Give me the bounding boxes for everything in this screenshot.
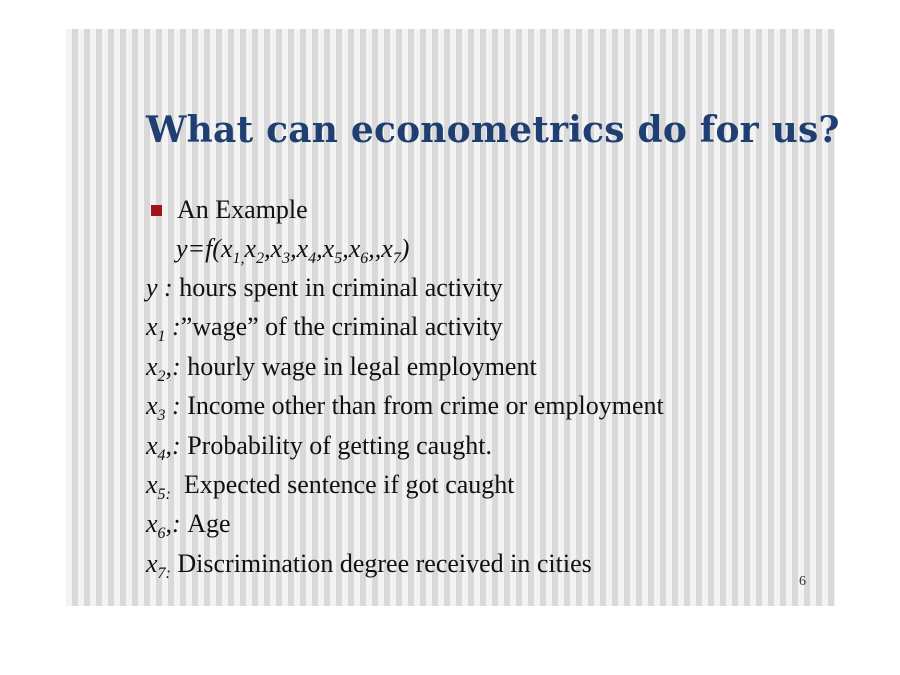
variable-description: Income other than from crime or employment [187, 391, 664, 420]
variable-description: Expected sentence if got caught [183, 470, 515, 499]
variable-symbol: $x_4$ [146, 431, 166, 464]
square-bullet-icon [151, 205, 162, 216]
variable-subscript: 7: [157, 565, 171, 582]
variable-description: Discrimination degree received in cities [177, 549, 592, 578]
variable-subscript: 5: [157, 486, 171, 503]
variable-separator: ,: [165, 431, 188, 460]
variable-subscript: 6 [157, 525, 166, 542]
variable-description: Age [187, 509, 231, 538]
function-arg-1: $x_{1,}$ [220, 234, 245, 267]
variable-description: hourly wage in legal employment [187, 352, 537, 381]
variable-symbol: $x_6$ [146, 509, 166, 542]
slide-body [66, 29, 835, 606]
slide-title: What can econometrics do for us? [146, 109, 840, 151]
variable-symbol: $x_{5:}$ [146, 470, 171, 503]
variable-separator [171, 470, 184, 499]
function-arg-2: $x_2$, [244, 234, 271, 267]
page-number: 6 [799, 574, 806, 589]
variable-separator: : [165, 391, 188, 420]
variable-description: ”wage” of the criminal activity [180, 312, 503, 341]
variable-separator: ,: [165, 352, 188, 381]
function-arg-3: $x_3$, [270, 234, 297, 267]
variable-subscript: 2 [157, 368, 166, 385]
function-arg-5: $x_5$, [322, 234, 349, 267]
variable-description: hours spent in criminal activity [179, 273, 503, 302]
function-line [176, 234, 410, 267]
variable-row [146, 470, 515, 503]
function-arg-7: $x_7$) [381, 234, 410, 267]
variable-row [146, 312, 503, 345]
bullet-text: An Example [177, 195, 308, 224]
variable-row [146, 352, 537, 385]
variable-symbol: y [146, 273, 158, 302]
variable-row [146, 391, 664, 424]
variable-row [146, 431, 492, 464]
variable-subscript: 3 [157, 407, 166, 424]
variable-row [146, 509, 231, 542]
function-arg-6: $x_6$,, [348, 234, 382, 267]
variable-symbol: $x_{7:}$ [146, 549, 171, 582]
variable-subscript: 1 [157, 328, 166, 345]
variable-separator: : [165, 312, 181, 341]
function-arg-4: $x_4$, [296, 234, 323, 267]
function-prefix: y=f( [176, 234, 221, 263]
variable-description: Probability of getting caught. [187, 431, 492, 460]
variable-symbol: $x_2$ [146, 352, 166, 385]
variable-separator: ,: [165, 509, 188, 538]
variable-subscript: 4 [157, 447, 166, 464]
slide [66, 29, 840, 606]
variable-symbol: $x_1$ [146, 312, 166, 345]
variable-symbol: $x_3$ [146, 391, 166, 424]
variable-row [146, 275, 503, 301]
variable-row [146, 549, 592, 582]
variable-separator: : [157, 273, 180, 302]
